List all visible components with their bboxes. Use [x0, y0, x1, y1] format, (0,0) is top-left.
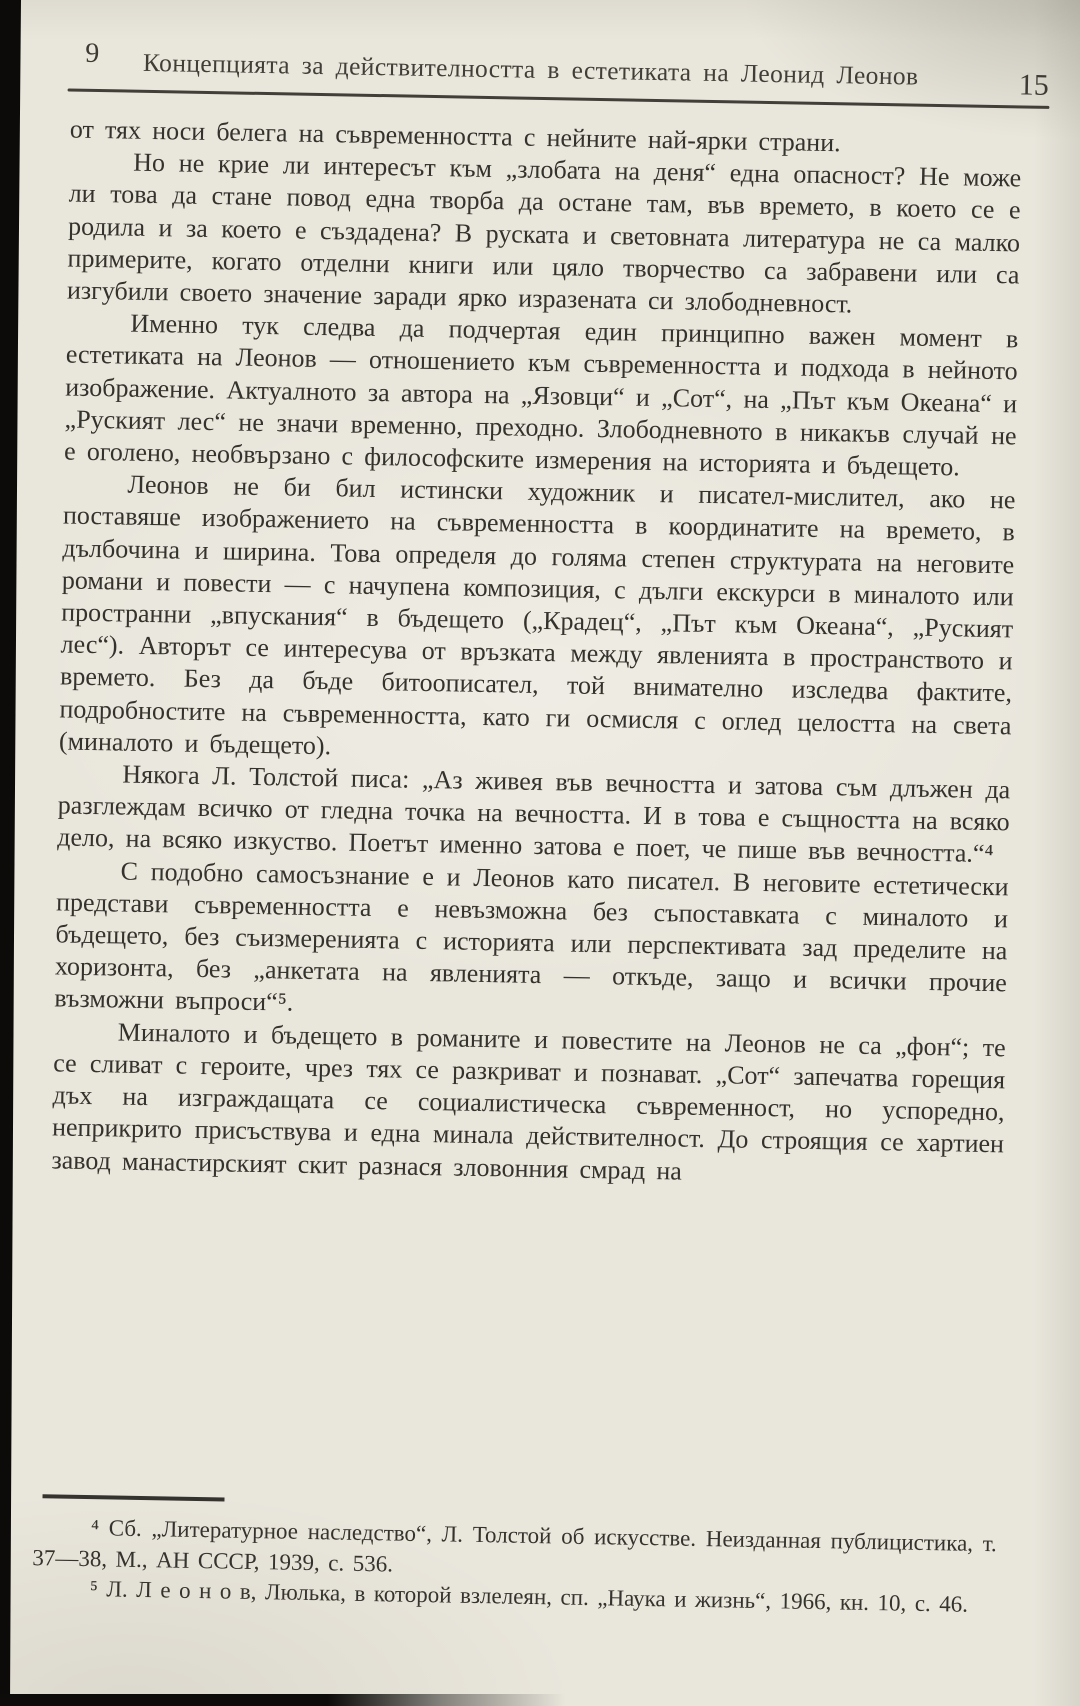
body-paragraph: С подобно самосъзнание е и Леонов като писател. В неговите естетически представи съвременността е невъзможна без съпоставката с миналото и бъдещето, без съизмеренията с историята или перспективата зад пределите на хоризонта, без „анкетата на явленията — откъде, защо и всички прочие възможни въпроси“⁵. [54, 856, 1009, 1018]
body-paragraph: Именно тук следва да подчертая един принципно важен момент в естетиката на Леонов — отношението към съвременността и подхода в нейното изображение. Актуалното за автора на „Язовци“ и „Сот“, на „Път към Океана“ и „Руският лес“ не значи временно, преходно. Злободневното в никакъв случай не е оголено, необвързано с философските измерения на историята и бъдещето. [63, 308, 1019, 482]
body-paragraph: Леонов не би бил истински художник и писател-мислител, ако не поставяше изображението на съвременността в координатите на времето, в дълбочина и ширина. Това определя до голяма степен структурата на неговите романи и повести — с начупена композиция, с дълги екскурси в миналото или пространни „впускания“ в бъдещето („Крадец“, „Път към Океана“, „Руският лес“). Авторът се интересува от връзката между явленията в пространството и времето. Без да бъде битоописател, той внимателно изследва фактите, подробностите на съвременността, като ги осмисля с оглед целостта на света (миналото и бъдещето). [58, 469, 1016, 761]
body-paragraph: Някога Л. Толстой писа: „Аз живея във вечността и затова съм длъжен да разглеждам всичко от гледна точка на вечността. И в това е същността на всяко дело, на всяко изкуство. Поетът именно затова е поет, че пише във вечността.“⁴ [56, 759, 1011, 869]
running-title: Концепцията за действителността в естетиката на Леонид Леонов [142, 47, 919, 91]
header-rule [68, 88, 1050, 108]
footnotes-block [32, 1512, 997, 1621]
footnote: ⁵ Л. Л е о н о в, Люлька, в которой взлелеян, сп. „Наука и жизнь“, 1966, кн. 10, с. 46. [89, 1576, 969, 1617]
body-paragraph: Миналото и бъдещето в романите и повестите на Леонов не са „фон“; те се сливат с героите, чрез тях се разкриват и познават. „Сот“ запечатва горещия дъх на изграждащата се социалистическа съвременност, но успоредно, неприкрито присъствува и една минала действителност. До строящия се хартиен завод манастирският скит разнася зловонния смрад на [51, 1017, 1006, 1186]
body-paragraph: от тях носи белега на съвременността с нейните най-ярки страни. [69, 114, 841, 158]
body-paragraph: Но не крие ли интересът към „злобата на деня“ една опасност? Не може ли това да стане повод една творба да остане там, във времето, в което се е родила и за което е създадена? В руската и световната литература не са малко примерите, когато отделни книги или цяло творчество са забравени или са изгубили своето значение заради ярко изразената си злободневност. [66, 147, 1022, 319]
body-text [46, 114, 1022, 1509]
page-number: 15 [1018, 68, 1050, 102]
header-left-number: 9 [84, 37, 100, 70]
footnote-separator [42, 1494, 224, 1501]
footnote: ⁴ Сб. „Литературное наследство“, Л. Толстой об искусстве. Неизданная публицистика, т. 37—38, М., АН СССР, 1939, с. 536. [32, 1515, 998, 1577]
scan-bottom-edge-artifact [0, 1694, 565, 1706]
